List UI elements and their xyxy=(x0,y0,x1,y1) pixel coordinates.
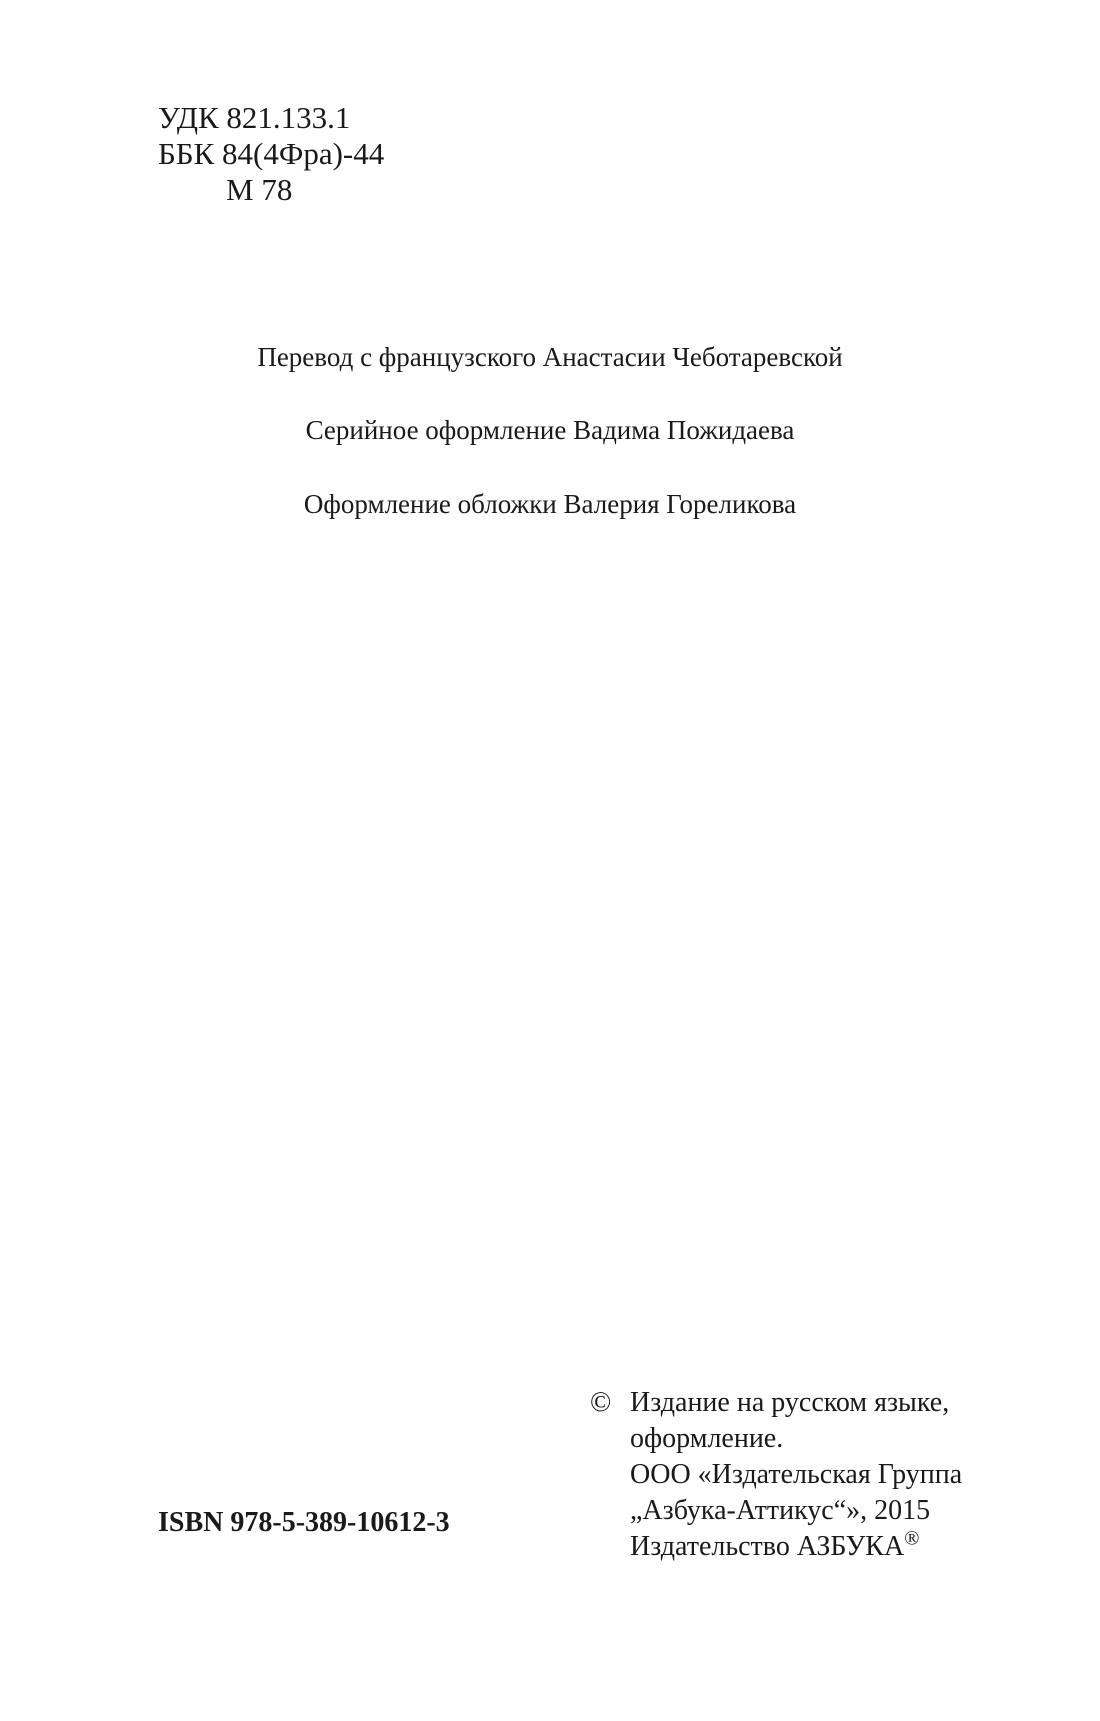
classification-block xyxy=(158,100,384,208)
bbk-code: ББК 84(4Фра)-44 xyxy=(158,136,385,171)
publisher-name: Издательство АЗБУКА xyxy=(630,1531,905,1562)
copyright-line: „Азбука-Аттикус“», 2015 xyxy=(630,1495,931,1526)
udk-code: УДК 821.133.1 xyxy=(158,100,351,135)
copyright-line: ООО «Издательская Группа xyxy=(630,1459,963,1490)
cover-design-credit: Оформление обложки Валерия Гореликова xyxy=(303,489,797,519)
copyright-line xyxy=(630,1529,962,1565)
series-design-credit: Серийное оформление Вадима Пожидаева xyxy=(305,415,795,445)
copyright-lines xyxy=(630,1385,962,1565)
copyright-line: оформление. xyxy=(630,1423,784,1454)
copyright-line: Издание на русском языке, xyxy=(630,1387,950,1418)
translation-credit: Перевод с французского Анастасии Чеботаревской xyxy=(257,342,843,372)
author-mark: М 78 xyxy=(226,172,293,207)
registered-mark: ® xyxy=(904,1527,920,1550)
copyright-symbol: © xyxy=(590,1387,612,1418)
isbn: ISBN 978-5-389-10612-3 xyxy=(158,1507,450,1538)
